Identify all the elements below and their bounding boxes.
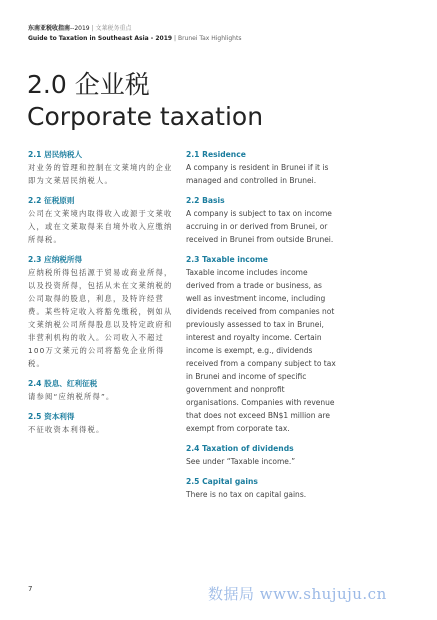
section-heading: 2.4 股息、红利征税 [28,379,98,388]
page-number: 7 [28,585,33,593]
watermark: 数据局 www.shujuju.cn [208,585,387,603]
header-cn-title: 东南亚税收指南 [28,25,71,32]
section-body: There is no tax on capital gains. [186,490,307,499]
chinese-column [28,150,173,445]
header-cn-sub: 文莱税务重点 [95,25,132,32]
section-basis-en [186,196,336,246]
section-residence-en [186,150,336,187]
section-heading: 2.3 应纳税所得 [28,255,83,264]
section-taxable-income-en [186,255,336,435]
section-body: 公司在文莱境内取得收入或源于文莱收入，或在文莱取得来自境外收入应缴纳所得税。 [28,209,173,244]
section-heading: 2.1 居民纳税人 [28,150,83,159]
header-en-sub: Brunei Tax Highlights [177,35,242,42]
section-capital-gains-en [186,477,336,501]
header-line-cn [28,25,132,32]
section-heading: 2.3 Taxable income [186,255,269,264]
header-divider: | [174,35,177,42]
section-heading: 2.2 征税原则 [28,196,75,205]
english-column [186,150,336,510]
section-body: See under “Taxable income.” [186,457,296,466]
section-capital-gains-cn [28,412,173,436]
section-heading: 2.5 Capital gains [186,477,258,486]
section-heading: 2.4 Taxation of dividends [186,444,294,453]
header-divider: | [91,25,94,32]
header-cn-year: --2019 [70,25,90,32]
section-body: A company is subject to tax on income accruing in or derived from Brunei, or received in Brunei from outside Brunei. [186,209,334,244]
section-body: 不征收资本利得税。 [28,425,105,434]
section-dividends-en [186,444,336,468]
section-body: 应纳税所得包括源于贸易或商业所得，以及投资所得，包括从未在文莱纳税的公司取得的股息，利息，及特许经营费。某些特定收入将豁免缴税，例如从文莱纳税公司所得股息以及特定政府和非营利机构的收入。公司收入不超过100万文莱元的公司将豁免企业所得税。 [28,268,173,368]
section-heading: 2.1 Residence [186,150,246,159]
header-en-title: Guide to Taxation in Southeast Asia - 2019 [28,35,173,42]
section-heading: 2.5 资本利得 [28,412,75,421]
page-title-en: Corporate taxation [27,102,264,131]
page-title-cn: 2.0 企业税 [27,70,150,99]
section-heading: 2.2 Basis [186,196,225,205]
section-residence-cn [28,150,173,187]
section-body: A company is resident in Brunei if it is managed and controlled in Brunei. [186,163,329,185]
section-body: 请参阅“应纳税所得”。 [28,392,115,401]
section-basis-cn [28,196,173,246]
section-body: Taxable income includes income derived from a trade or business, as well as investment income, including dividends received from companies not previously assessed to tax in Brunei, interest and royalty income. Certain income is exempt, e.g., dividends received from a company subject to tax in Brunei and income of specific government and nonprofit organisations. Companies with revenue that does not exceed BN$1 million are exempt from corporate tax. [186,268,336,433]
header-line-en [28,35,241,42]
section-taxable-income-cn [28,255,173,370]
section-body: 对业务的管理和控制在文莱境内的企业即为文莱居民纳税人。 [28,163,173,185]
section-dividends-cn [28,379,173,403]
